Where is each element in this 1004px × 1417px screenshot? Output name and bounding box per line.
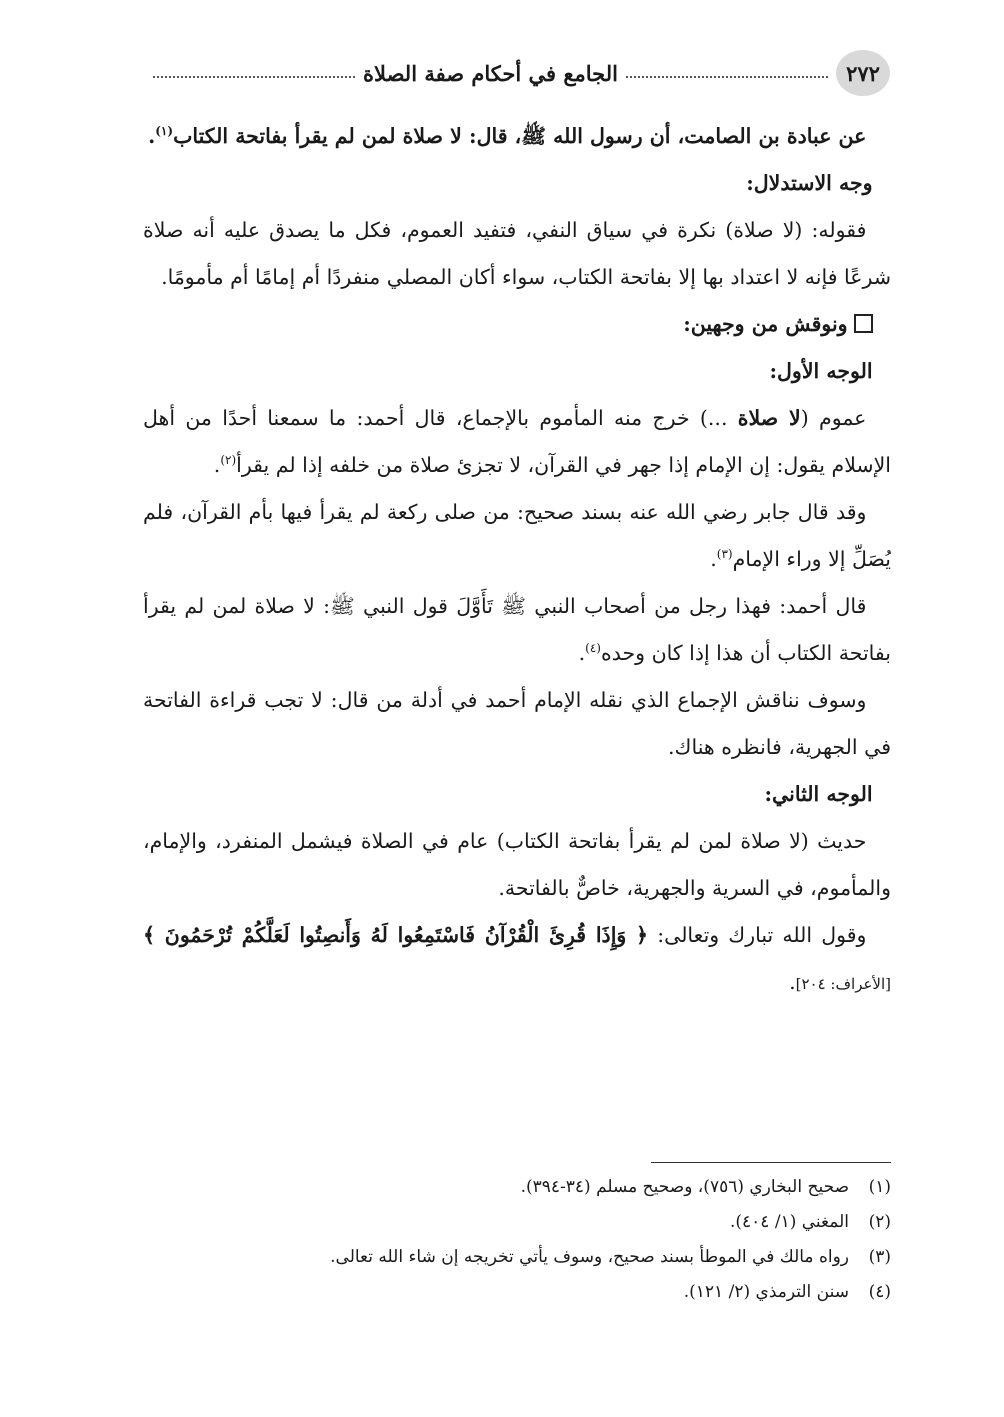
running-header bbox=[145, 50, 890, 96]
footnote-ref-4[interactable]: (٤) bbox=[585, 641, 601, 656]
quran-verse: ﴿ وَإِذَا قُرِئَ الْقُرْآنُ فَاسْتَمِعُوا لَهُ وَأَنصِتُوا لَعَلَّكُمْ تُرْحَمُونَ ﴾ bbox=[143, 923, 649, 947]
verse-citation: [الأعراف: ٢٠٤] bbox=[795, 975, 891, 993]
verse-paragraph: وقول الله تبارك وتعالى: ﴿ وَإِذَا قُرِئَ الْقُرْآنُ فَاسْتَمِعُوا لَهُ وَأَنصِتُوا لَعَلَّكُمْ تُرْحَمُونَ ﴾ [الأعراف: ٢٠٤]. bbox=[143, 923, 891, 994]
footnote-item: (٤)سنن الترمذي (٢/ ١٢١). bbox=[683, 1282, 891, 1302]
section-heading-first-aspect: الوجه الأول: bbox=[769, 359, 873, 383]
footnote-item: (١)صحيح البخاري (٧٥٦)، وصحيح مسلم (٣٤-٣٩٤). bbox=[520, 1177, 891, 1197]
inference-paragraph: فقوله: (لا صلاة) نكرة في سياق النفي، فتفيد العموم، فكل ما يصدق عليه أنه صلاة شرعًا فإنه لا اعتداد بها إلا بفاتحة الكتاب، سواء أكان المصلي منفردًا أم إمامًا أم مأمومًا. bbox=[143, 218, 891, 289]
footnote-separator bbox=[651, 1162, 891, 1163]
footnote-item: (٢)المغني (١/ ٤٠٤). bbox=[729, 1212, 891, 1232]
second-aspect-paragraph: حديث (لا صلاة لمن لم يقرأ بفاتحة الكتاب) عام في الصلاة فيشمل المنفرد، والإمام، والمأموم، في السرية والجهرية، خاصٌّ بالفاتحة. bbox=[143, 829, 891, 900]
section-heading-second-aspect: الوجه الثاني: bbox=[764, 782, 873, 806]
main-text bbox=[143, 113, 891, 1008]
footnote-item: (٣)رواه مالك في الموطأ بسند صحيح، وسوف يأتي تخريجه إن شاء الله تعالى. bbox=[330, 1247, 891, 1267]
footnote-ref-1[interactable]: (١) bbox=[155, 124, 174, 139]
footnote-ref-2[interactable]: (٢) bbox=[220, 453, 237, 468]
hadith-paragraph: عن عبادة بن الصامت، أن رسول الله ﷺ، قال: لا صلاة لمن لم يقرأ بفاتحة الكتاب$^{(١)}$. bbox=[148, 124, 867, 148]
square-bullet-icon bbox=[854, 314, 873, 333]
jabir-paragraph: وقد قال جابر رضي الله عنه بسند صحيح: من صلى ركعة لم يقرأ فيها بأم القرآن، فلم يُصَلِّ إلا وراء الإمام$^{(٣)}$. bbox=[143, 500, 891, 571]
footnote-ref-3[interactable]: (٣) bbox=[716, 547, 733, 562]
discussion-paragraph: وسوف نناقش الإجماع الذي نقله الإمام أحمد في أدلة من قال: لا تجب قراءة الفاتحة في الجهرية، فانظره هناك. bbox=[143, 688, 891, 759]
footnotes bbox=[143, 1170, 891, 1310]
section-heading-objection: ونوقش من وجهين: bbox=[143, 301, 891, 348]
first-aspect-paragraph: عموم (لا صلاة ...) خرج منه المأموم بالإجماع، قال أحمد: ما سمعنا أحدًا من أهل الإسلام يقول: إن الإمام إذا جهر في القرآن، لا تجزئ صلاة من خلفه إذا لم يقرأ$^{(٢)}$. bbox=[143, 406, 891, 477]
ahmad-paragraph: قال أحمد: فهذا رجل من أصحاب النبي ﷺ تَأَوَّلَ قول النبي ﷺ: لا صلاة لمن لم يقرأ بفاتحة الكتاب أن هذا إذا كان وحده$^{(٤)}$. bbox=[143, 594, 891, 665]
section-heading-inference: وجه الاستدلال: bbox=[746, 171, 873, 195]
book-title: الجامع في أحكام صفة الصلاة bbox=[363, 60, 618, 86]
page-number: ٢٧٢ bbox=[836, 50, 890, 96]
header-dots-right bbox=[626, 76, 828, 78]
header-dots-left bbox=[153, 76, 355, 78]
